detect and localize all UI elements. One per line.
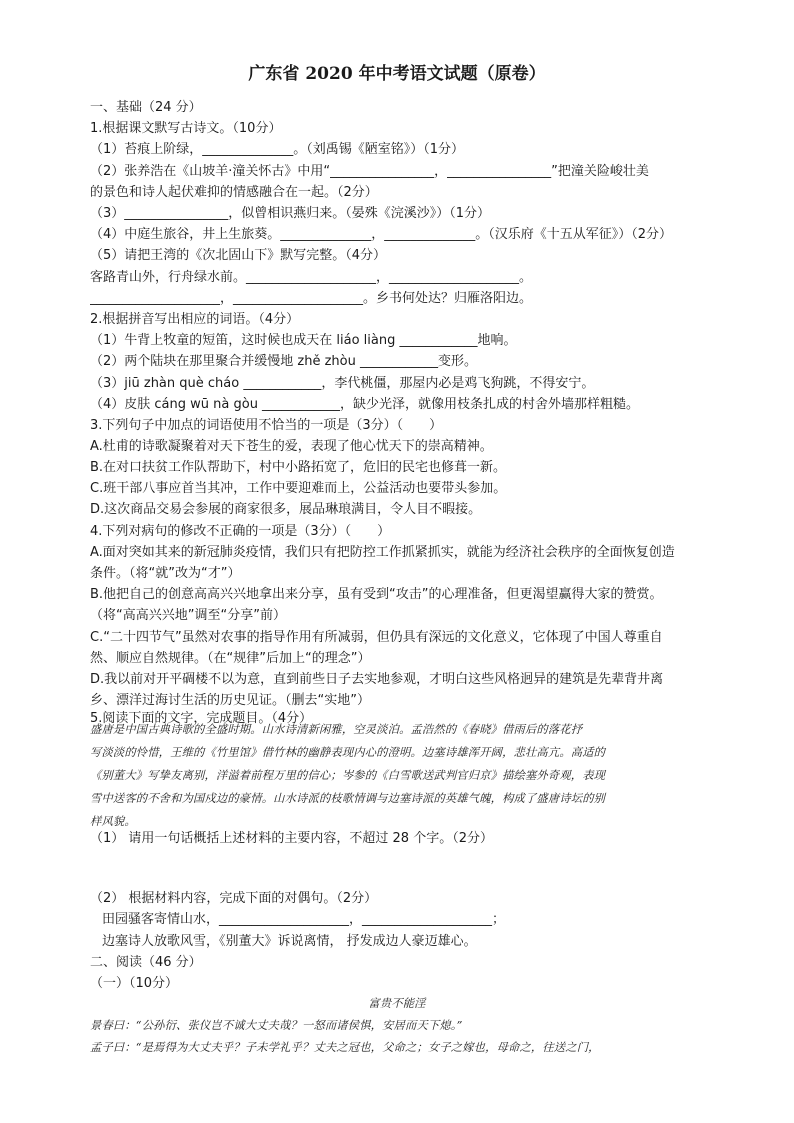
question-line: 5.阅读下面的文字，完成题目。（4分） [90,711,313,726]
classical-text-line: 孟子曰：“是焉得为大丈夫乎？子未学礼乎？丈夫之冠也，父命之；女子之嫁也，母命之，往送之门， [90,1041,600,1054]
question-line: C.班干部八事应首当其冲，工作中要迎难而上，公益活动也要带头参加。 [90,481,507,496]
question-line: （4）皮肤 cáng wū nà gòu ____________，缺少光泽，就像用枝条扎成的村舍外墙那样粗糙。 [90,397,640,412]
passage-line: 样风貌。 [90,815,136,828]
q5-subquestion-1: （1） 请用一句话概括上述材料的主要内容，不超过 28 个字。（2分） [90,831,493,846]
passage-line: 《别董大》写挚友离别，洋溢着前程万里的信心；岑参的《白雪歌送武判官归京》描绘塞外奇观，表现 [90,769,606,782]
question-line: B.他把自己的创意高高兴兴地拿出来分享，虽有受到“攻击”的心理准备，但更渴望赢得大家的赞赏。 [90,587,663,602]
question-line: 2.根据拼音写出相应的词语。（4分） [90,312,300,327]
question-line: （2）两个陆块在那里聚合并缓慢地 zhě zhòu ____________变形。 [90,354,477,369]
question-line: （1）牛背上牧童的短笛，这时候也成天在 liáo liàng ____________地响。 [90,333,517,348]
question-line: 一、基础（24 分） [90,100,202,115]
question-line: 然、顺应自然规律。（在“规律”后加上“的理念”） [90,651,371,666]
question-line: ____________________，____________________。乡书何处达？归雁洛阳边。 [90,291,533,306]
question-line: A.杜甫的诗歌凝聚着对天下苍生的爱，表现了他心忧天下的崇高精神。 [90,439,493,454]
question-line: （3）jiū zhàn què cháo ____________，李代桃僵，那屋内必是鸡飞狗跳，不得安宁。 [90,376,595,391]
question-line: 4.下列对病句的修改不正确的一项是（3分）（ ） [90,524,391,539]
question-line: B.在对口扶贫工作队帮助下，村中小路拓宽了，危旧的民宅也修葺一新。 [90,460,507,475]
section-heading: 二、阅读（46 分） [90,955,202,970]
question-line: C.“二十四节气”虽然对农事的指导作用有所减弱，但仍具有深远的文化意义，它体现了中国人尊重自 [90,630,663,645]
question-line: D.我以前对开平碉楼不以为意，直到前些日子去实地参观，才明白这些风格迥异的建筑是先辈背井离 [90,672,664,687]
couplet-line-1: 田园骚客寄情山水，____________________，____________________； [102,912,506,927]
question-line: （将“高高兴兴地”调至“分享”前） [90,608,286,623]
subsection-heading: （一）（10分） [90,976,179,991]
q5-subquestion-2: （2） 根据材料内容，完成下面的对偶句。（2分） [90,891,378,906]
passage-line: 雪中送客的不舍和为国戍边的豪情。山水诗派的枝歌情调与边塞诗派的英雄气魄，构成了盛唐诗坛的别 [90,792,606,805]
question-line: 条件。（将“就”改为“才”） [90,566,241,581]
question-line: D.这次商品交易会参展的商家很多，展品琳琅满目，令人目不暇接。 [90,502,482,517]
passage-title: 富贵不能淫 [368,997,426,1010]
question-line: （5）请把王湾的《次北固山下》默写完整。（4分） [90,248,387,263]
question-line: A.面对突如其来的新冠肺炎疫情，我们只有把防控工作抓紧抓实，就能为经济社会秩序的全面恢复创造 [90,545,675,560]
question-line: 3.下列句子中加点的词语使用不恰当的一项是（3分）（ ） [90,418,443,433]
page-title: 广东省 2020 年中考语文试题（原卷） [248,64,546,84]
question-line: 乡、漂洋过海讨生活的历史见证。（删去“实地”） [90,693,370,708]
passage-line: 盛唐是中国古典诗歌的全盛时期。山水诗清新闲雅，空灵淡泊。孟浩然的《春晓》借雨后的落花抒 [90,723,583,736]
question-line: （3）________________，似曾相识燕归来。（晏殊《浣溪沙》）（1分） [90,206,491,221]
question-line: （4）中庭生旅谷，井上生旅葵。______________，______________。（汉乐府《十五从军征》）（2分） [90,227,673,242]
question-line: （2）张养浩在《山坡羊·潼关怀古》中用“________________，________________”把潼关险峻壮美 [90,164,649,179]
question-line: 的景色和诗人起伏难抑的情感融合在一起。（2分） [90,185,378,200]
question-line: （1）苔痕上阶绿，______________。（刘禹锡《陋室铭》）（1分） [90,142,465,157]
classical-text-line: 景春曰：“公孙衍、张仪岂不诚大丈夫哉？一怒而诸侯惧，安居而天下熄。” [90,1019,463,1032]
couplet-line-2: 边塞诗人放歌风雪，《别董大》诉说离情， 抒发成边人豪迈雄心。 [102,934,477,949]
question-line: 1.根据课文默写古诗文。（10分） [90,121,282,136]
question-line: 客路青山外，行舟绿水前。____________________，____________________。 [90,270,533,285]
passage-line: 写淡淡的怜惜，王维的《竹里馆》借竹林的幽静表现内心的澄明。边塞诗雄浑开阔，悲壮高亢。高适的 [90,746,606,759]
